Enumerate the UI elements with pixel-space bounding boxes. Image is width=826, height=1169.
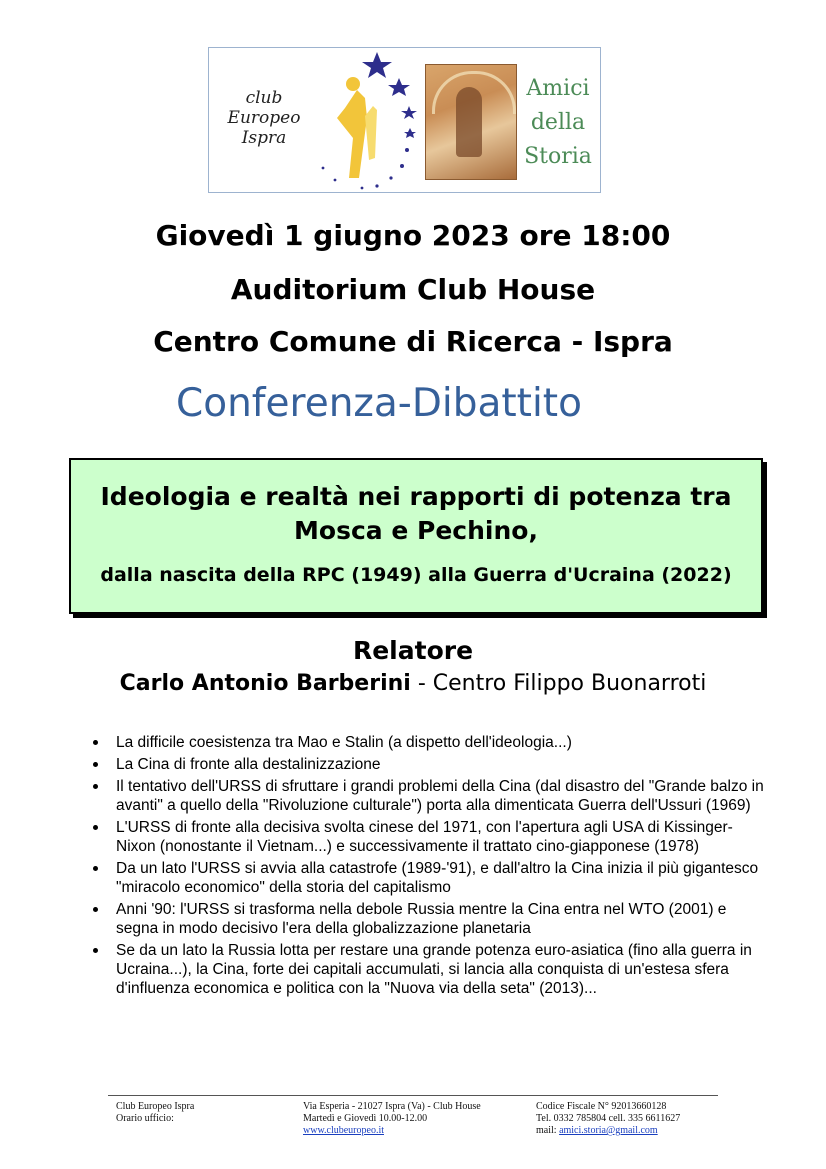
- logo-line-club: club: [245, 88, 283, 108]
- speaker-affiliation: - Centro Filippo Buonarroti: [410, 671, 707, 696]
- list-item: Se da un lato la Russia lotta per restare una grande potenza euro-asiatica (fino alla guerra in Ucraina...), la Cina, forte dei capitali accumulati, si lancia alla conquista di un'estesa sfera d'influenza economica e politica con la "Nuova via della seta" (2013)...: [90, 941, 770, 998]
- star-dot-icon: [375, 184, 378, 187]
- footer-fiscal-code: Codice Fiscale N° 92013660128: [536, 1101, 667, 1112]
- footer-mail-line: [536, 1125, 680, 1137]
- list-item: La Cina di fronte alla destalinizzazione: [90, 755, 770, 774]
- event-date: Giovedì 1 giugno 2023 ore 18:00: [155, 219, 671, 252]
- topics-list: [90, 733, 770, 1001]
- footer-mail-label: mail:: [536, 1125, 560, 1136]
- list-item: L'URSS di fronte alla decisiva svolta cinese del 1971, con l'apertura agli USA di Kissinger-Nixon (nonostante il Vietnam...) e successivamente il trattato cino-giapponese (1978): [90, 818, 770, 856]
- list-item: Il tentativo dell'URSS di sfruttare i grandi problemi della Cina (dal disastro del "Grande balzo in avanti" a quello della "Rivoluzione culturale") porta alla dimenticata Guerra dell'Ussuri (1969): [90, 777, 770, 815]
- star-icon: [401, 106, 417, 119]
- speaker-heading: Relatore: [352, 636, 474, 665]
- figure-head-icon: [346, 77, 360, 91]
- list-item: Anni '90: l'URSS si trasforma nella debole Russia mentre la Cina entra nel WTO (2001) e segna in modo decisivo l'era della globalizzazione planetaria: [90, 900, 770, 938]
- footer-office-hours-label: Orario ufficio:: [116, 1113, 174, 1124]
- conference-title-box: [69, 458, 763, 614]
- logo-line-amici: Amici: [526, 76, 590, 101]
- footer-website-link[interactable]: www.clubeuropeo.it: [303, 1125, 384, 1136]
- star-dot-icon: [400, 164, 404, 168]
- fresco-image: [425, 64, 517, 180]
- star-icon: [404, 128, 416, 138]
- footer-divider: [108, 1095, 718, 1096]
- amici-della-storia-logo-text: [515, 72, 601, 174]
- logo-line-storia: Storia: [524, 144, 592, 169]
- logo-line-europeo: Europeo: [227, 108, 301, 128]
- event-location: Centro Comune di Ricerca - Ispra: [153, 325, 673, 358]
- footer-mail-link[interactable]: amici.storia@gmail.com: [559, 1125, 658, 1136]
- conference-subtitle: dalla nascita della RPC (1949) alla Guerra d'Ucraina (2022): [100, 564, 732, 586]
- footer-col-address: [303, 1101, 481, 1137]
- club-europeo-stars-icon: [307, 48, 427, 194]
- star-dot-icon: [361, 187, 364, 190]
- list-item: La difficile coesistenza tra Mao e Stalin (a dispetto dell'ideologia...): [90, 733, 770, 752]
- event-type: Conferenza-Dibattito: [176, 381, 582, 426]
- speaker-name: Carlo Antonio Barberini: [119, 671, 411, 696]
- star-dot-icon: [389, 176, 392, 179]
- club-europeo-logo-text: [209, 88, 319, 148]
- logo-line-della: della: [530, 110, 586, 135]
- logo-line-ispra: Ispra: [241, 128, 287, 148]
- star-dot-icon: [322, 167, 325, 170]
- footer-address: Via Esperia - 21027 Ispra (Va) - Club House: [303, 1101, 481, 1112]
- fresco-figure: [456, 87, 482, 157]
- footer-col-club: [116, 1101, 194, 1125]
- conference-title: Ideologia e realtà nei rapporti di potenza tra Mosca e Pechino,: [100, 482, 732, 545]
- star-dot-icon: [405, 148, 409, 152]
- footer-office-hours: Martedì e Giovedì 10.00-12.00: [303, 1113, 428, 1124]
- speaker-line: [0, 671, 826, 696]
- footer-col-contacts: [536, 1101, 680, 1137]
- star-icon: [362, 52, 392, 78]
- header-logo-banner: [208, 47, 601, 193]
- star-dot-icon: [334, 179, 337, 182]
- star-icon: [388, 78, 410, 96]
- dancing-figure-icon: [337, 90, 367, 178]
- list-item: Da un lato l'URSS si avvia alla catastrofe (1989-'91), e dall'altro la Cina inizia il più gigantesco "miracolo economico" della storia del capitalismo: [90, 859, 770, 897]
- dancing-figure-small-icon: [365, 106, 377, 160]
- footer-club-name: Club Europeo Ispra: [116, 1101, 195, 1112]
- event-venue: Auditorium Club House: [230, 273, 596, 306]
- footer-phone: Tel. 0332 785804 cell. 335 6611627: [536, 1113, 681, 1124]
